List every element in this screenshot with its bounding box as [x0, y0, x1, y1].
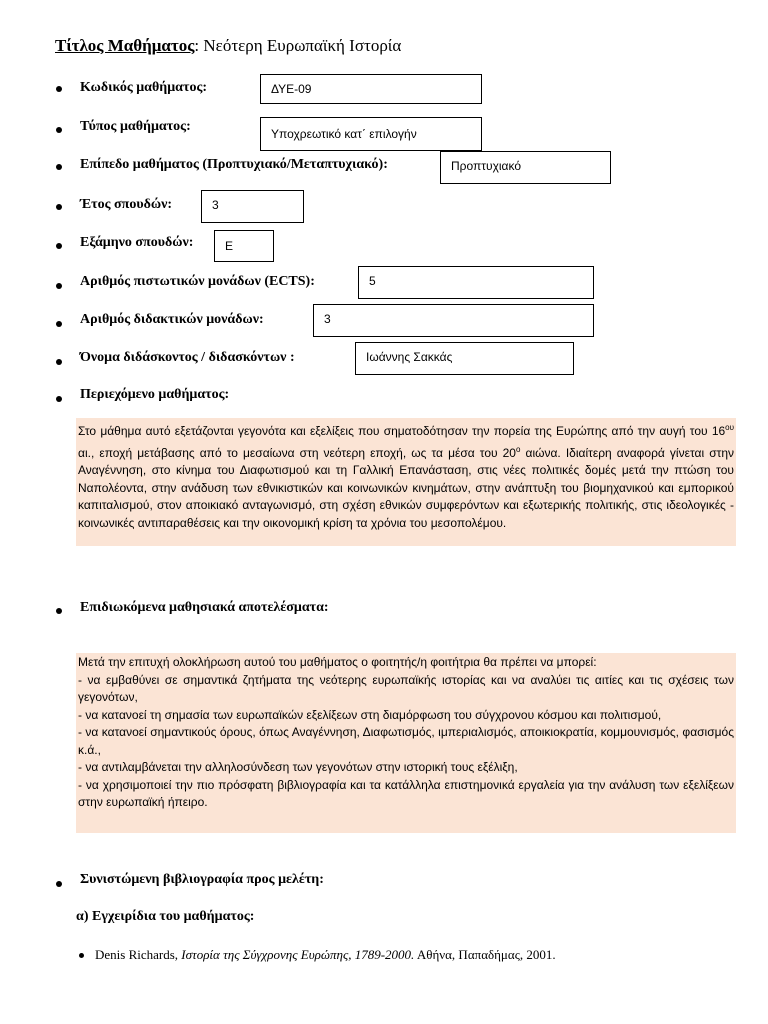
content-heading: Περιεχόμενο μαθήματος: — [80, 387, 230, 402]
course-type-field[interactable]: Υποχρεωτικό κατ΄ επιλογήν — [260, 117, 482, 151]
content-text — [76, 418, 736, 546]
instructor-field[interactable]: Ιωάννης Σακκάς — [355, 342, 574, 375]
outcome-line: - να εμβαθύνει σε σημαντικά ζητήματα της νεότερης ευρωπαϊκής ιστορίας και να αναλύει τις αιτίες και τις σχέσεις των γεγονότων, — [78, 672, 734, 704]
book-title: Ιστορία της Σύγχρονης Ευρώπης, 1789-2000. — [181, 947, 415, 962]
outcome-line: - να κατανοεί σημαντικούς όρους, όπως Αναγέννηση, Διαφωτισμός, ιμπεριαλισμός, αποικιοκρατία, κομμουνισμός, φασισμός κ.ά., — [78, 725, 734, 757]
semester-field[interactable]: Ε — [214, 230, 274, 262]
course-code-label: Κωδικός μαθήματος: — [80, 80, 208, 95]
course-level-field[interactable]: Προπτυχιακό — [440, 151, 611, 184]
outcome-line: - να κατανοεί τη σημασία των ευρωπαϊκών εξελίξεων στη διαμόρφωση του σύγχρονου κόσμου και πολιτισμού, — [78, 707, 662, 722]
bullet-icon — [56, 86, 62, 92]
study-year-label: Έτος σπουδών: — [80, 197, 173, 212]
title-separator: : — [194, 36, 200, 55]
ects-field[interactable]: 5 — [358, 266, 594, 299]
bullet-icon — [56, 359, 62, 365]
bibliography-heading: Συνιστώμενη βιβλιογραφία προς μελέτη: — [80, 872, 324, 887]
ects-label: Αριθμός πιστωτικών μονάδων (ECTS): — [80, 274, 315, 289]
bullet-icon — [56, 881, 62, 887]
bullet-icon — [56, 164, 62, 170]
instructor-label: Όνομα διδάσκοντος / διδασκόντων : — [80, 350, 295, 365]
bullet-icon — [56, 204, 62, 210]
outcome-line: - να αντιλαμβάνεται την αλληλοσύνδεση των γεγονότων στην ιστορική τους εξέλιξη, — [78, 760, 518, 774]
book-author: Denis Richards, — [95, 947, 182, 962]
course-level-label: Επίπεδο μαθήματος (Προπτυχιακό/Μεταπτυχιακό): — [80, 157, 388, 172]
title-label: Τίτλος Μαθήματος — [55, 36, 195, 55]
course-code-field[interactable]: ΔΥΕ-09 — [260, 74, 482, 104]
semester-label: Εξάμηνο σπουδών: — [80, 235, 194, 250]
content-paragraph: Στο μάθημα αυτό εξετάζονται γεγονότα και εξελίξεις που σηματοδότησαν την πορεία της Ευρώπης από την αυγή του $16^{o\upsilon}$ αι., εποχή μετάβασης από το μεσαίωνα στη νεότερη εποχή, ως τα μέσα του $20^o$ αιώνα. Ιδιαίτερη αναφορά γίνεται στην Αναγέννηση, στο κίνημα του Διαφωτισμού και τη Γαλλική Επανάσταση, στις νέες πολιτικές δομές μετά την πτώση του Ναπολέοντα, στην ανάδυση των εθνικιστικών και κοινωνικών κινημάτων, στην ανάπτυξη του βιομηχανικού και εμπορικού καπιταλισμού, στον αποικιακό ανταγωνισμό, στη σχέση εθνικών συμφερόντων και εξωτερικής πολιτικής, στις ιδεολογικές - κοινωνικές αντιπαραθέσεις και την οικονομική κρίση τα χρόνια του μεσοπολέμου. — [78, 423, 735, 530]
bullet-icon — [79, 953, 84, 958]
book-publication: Αθήνα, Παπαδήμας, 2001. — [414, 947, 556, 962]
bullet-icon — [56, 396, 62, 402]
bullet-icon — [56, 127, 62, 133]
outcome-line: Μετά την επιτυχή ολοκλήρωση αυτού του μαθήματος ο φοιτητής/η φοιτήτρια θα πρέπει να μπορεί: — [78, 655, 597, 669]
outcome-line: - να χρησιμοποιεί την πιο πρόσφατη βιβλιογραφία και τα κατάλληλα επιστημονικά εργαλεία για την ανάλυση των εξελίξεων στην ευρωπαϊκή ήπειρο. — [78, 777, 734, 809]
teaching-units-field[interactable]: 3 — [313, 304, 594, 337]
outcomes-text — [76, 653, 736, 833]
title-value: Νεότερη Ευρωπαϊκή Ιστορία — [203, 36, 402, 55]
bullet-icon — [56, 321, 62, 327]
page-title — [55, 36, 401, 56]
bullet-icon — [56, 283, 62, 289]
book-reference — [95, 947, 556, 963]
bullet-icon — [56, 243, 62, 249]
outcomes-heading: Επιδιωκόμενα μαθησιακά αποτελέσματα: — [80, 600, 329, 615]
teaching-units-label: Αριθμός διδακτικών μονάδων: — [80, 312, 264, 327]
textbooks-subheading: α) Εγχειρίδια του μαθήματος: — [76, 909, 255, 924]
course-type-label: Τύπος μαθήματος: — [80, 119, 191, 134]
study-year-field[interactable]: 3 — [201, 190, 304, 223]
bullet-icon — [56, 608, 62, 614]
